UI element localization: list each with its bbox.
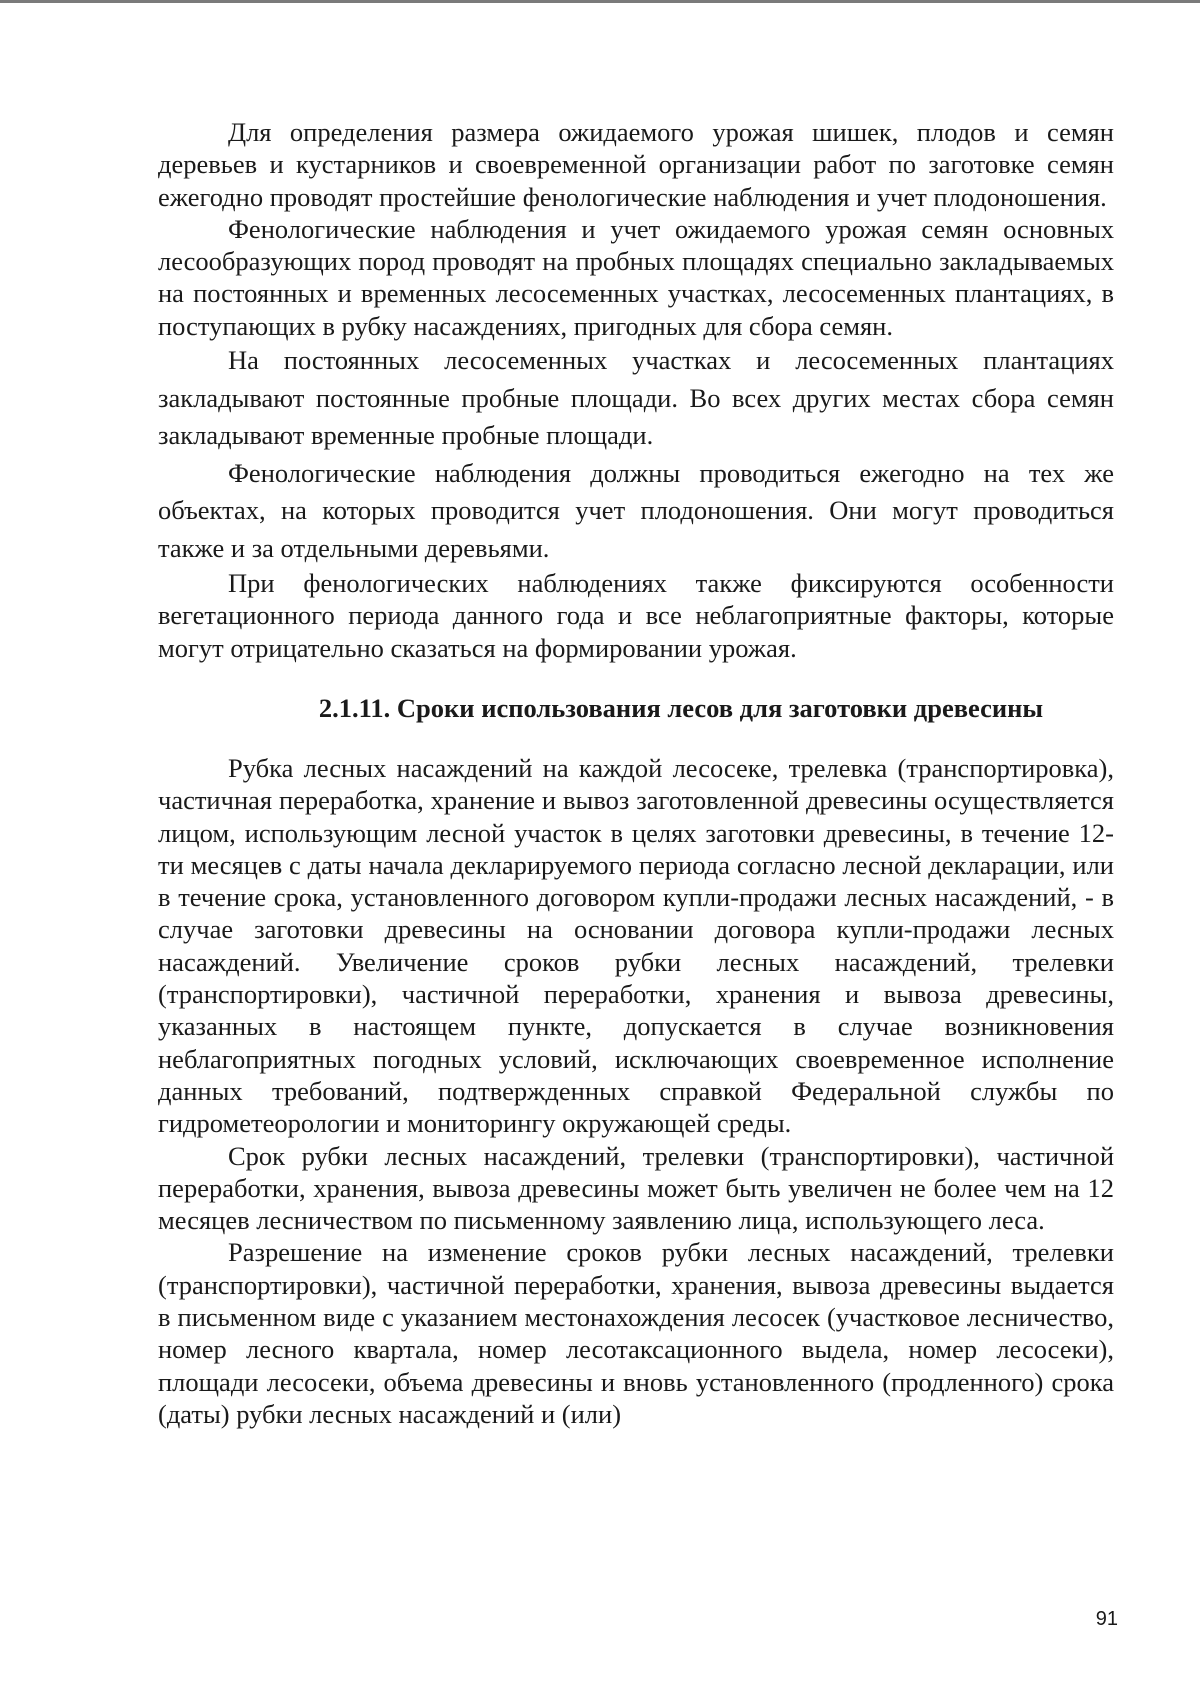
paragraph-permanent-plots: На постоянных лесосеменных участках и лесосеменных плантациях закладывают постоянные пробные площади. Во всех других местах сбора семян закладывают временные пробные площади.: [158, 345, 1114, 451]
paragraph-term-extension: Срок рубки лесных насаждений, трелевки (транспортировки), частичной переработки, хранения, вывоза древесины может быть увеличен не более чем на 12 месяцев лесничеством по письменному заявлению лица, использующего леса.: [158, 1140, 1114, 1236]
paragraph-permit: Разрешение на изменение сроков рубки лесных насаждений, трелевки (транспортировки), частичной переработки, хранения, вывоза древесины выдается в письменном виде с указанием местонахождения лесосек (участковое лесничество, номер лесного квартала, номер лесотаксационного выдела, номер лесосеки), площади лесосеки, объема древесины и вновь установленного (продленного) срока (даты) рубки лесных насаждений и (или): [158, 1237, 1114, 1429]
paragraph-phenology-intro: Для определения размера ожидаемого урожая шишек, плодов и семян деревьев и кустарников и своевременной организации работ по заготовке семян ежегодно проводят простейшие фенологические наблюдения и учет плодоношения.: [158, 117, 1114, 212]
page-number: 91: [1095, 1608, 1118, 1630]
paragraph-logging-terms: Рубка лесных насаждений на каждой лесосеке, трелевка (транспортировка), частичная переработка, хранение и вывоз заготовленной древесины осуществляется лицом, использующим лесной участок в целях заготовки древесины, в течение 12-ти месяцев с даты начала декларируемого периода согласно лесной декларации, или в течение срока, установленного договором купли-продажи лесных насаждений, - в случае заготовки древесины на основании договора купли-продажи лесных насаждений. Увеличение сроков рубки лесных насаждений, трелевки (транспортировки), частичной переработки, хранения и вывоза древесины, указанных в настоящем пункте, допускается в случае возникновения неблагоприятных погодных условий, исключающих своевременное исполнение данных требований, подтвержденных справкой Федеральной службы по гидрометеорологии и мониторингу окружающей среды.: [158, 752, 1114, 1139]
paragraph-adverse-factors: При фенологических наблюдениях также фиксируются особенности вегетационного периода данного года и все неблагоприятные факторы, которые могут отрицательно сказаться на формировании урожая.: [158, 568, 1114, 663]
section-heading: 2.1.11. Сроки использования лесов для заготовки древесины: [318, 692, 1044, 723]
paragraph-sample-plots: Фенологические наблюдения и учет ожидаемого урожая семян основных лесообразующих пород проводят на пробных площадях специально закладываемых на постоянных и временных лесосеменных участках, лесосеменных плантациях, в поступающих в рубку насаждениях, пригодных для сбора семян.: [158, 213, 1114, 341]
paragraph-annual-observations: Фенологические наблюдения должны проводиться ежегодно на тех же объектах, на которых проводится учет плодоношения. Они могут проводиться также и за отдельными деревьями.: [158, 457, 1114, 563]
document-body: [158, 116, 1114, 1430]
scan-top-edge: [0, 0, 1200, 3]
